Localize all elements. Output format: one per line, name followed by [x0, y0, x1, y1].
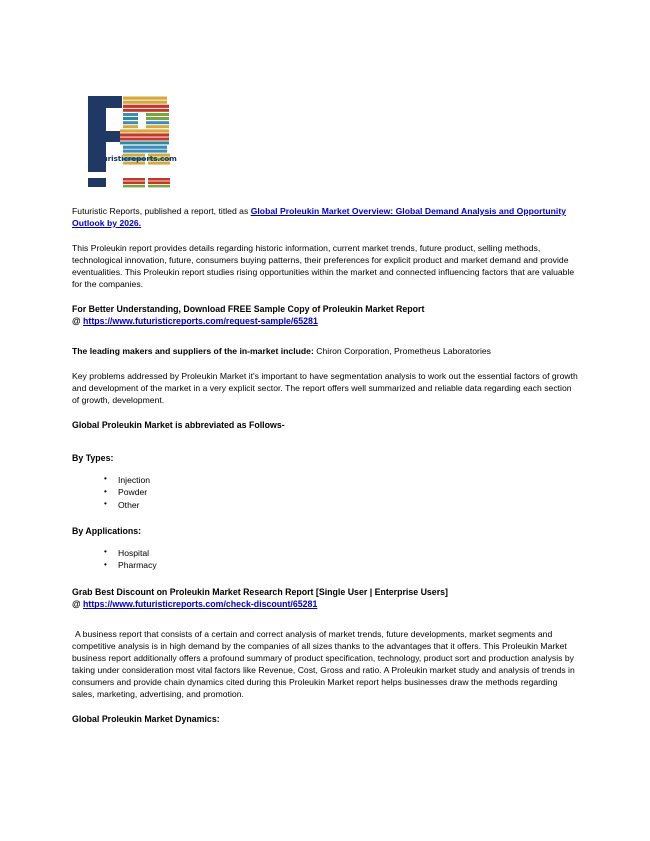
futuristic-reports-logo: [88, 96, 198, 196]
intro-prefix: Futuristic Reports, published a report, titled as: [72, 206, 251, 216]
makers-companies: Chiron Corporation, Prometheus Laboratories: [313, 345, 491, 356]
by-applications-list: [72, 547, 580, 572]
key-problems-paragraph: Key problems addressed by Proleukin Market it's important to have segmentation analysis to work out the essential factors of growth and development of the market in a very explicit sector. The report offers well summarized and reliable data regarding each section of growth, development.: [72, 370, 578, 405]
at-symbol: @: [72, 599, 84, 610]
check-discount-link[interactable]: https://www.futuristicreports.com/check-discount/65281: [83, 599, 318, 610]
list-item: • Powder: [118, 486, 580, 499]
logo-mark-icon: [88, 96, 198, 196]
intro-paragraph: [72, 205, 580, 229]
by-types-list: [72, 474, 580, 512]
at-symbol: @: [72, 316, 84, 327]
report-title-link[interactable]: Global Proleukin Market Overview: Global Demand Analysis and Opportunity Outlook by 2026.: [72, 206, 567, 228]
discount-cta-block: [72, 586, 580, 611]
list-item: • Pharmacy: [118, 559, 580, 572]
sample-cta-block: [72, 303, 580, 328]
dynamics-heading: Global Proleukin Market Dynamics:: [72, 713, 220, 724]
list-item: • Other: [118, 499, 580, 512]
document-content: [72, 205, 580, 738]
logo-wordmark: futuristicreports.com: [91, 154, 177, 163]
list-item: • Hospital: [118, 547, 580, 560]
makers-paragraph: [72, 345, 580, 357]
by-types-heading: By Types:: [72, 453, 114, 464]
segmentation-heading: Global Proleukin Market is abbreviated as Follows-: [72, 419, 285, 430]
request-sample-link[interactable]: https://www.futuristicreports.com/request-sample/65281: [83, 316, 318, 327]
by-applications-heading: By Applications:: [72, 526, 142, 537]
list-item: • Injection: [118, 474, 580, 487]
overview-paragraph: This Proleukin report provides details regarding historic information, current market trends, future product, selling methods, technological innovation, future, consumers buying patterns, their preferences for explicit product and market demand and provide eventualities. This Proleukin report studies rising opportunities within the market and connected influencing factors that are valuable for the companies.: [72, 243, 575, 289]
discount-cta-heading: Grab Best Discount on Proleukin Market Research Report [Single User | Enterprise Users]: [72, 587, 448, 597]
business-report-paragraph: A business report that consists of a certain and correct analysis of market trends, future developments, market segments and competitive analysis is in high demand by the companies of all sizes thanks to the advantages that it offers. This Proleukin Market business report additionally offers a profound summary of product specification, technology, product sort and production analysis by taking under consideration most vital factors like Revenue, Cost, Gross and ratio. A Proleukin market study and analysis of trends in consumers and provide chain dynamics cited during this Proleukin Market report helps businesses draw the methods regarding sales, marketing, advertising, and promotion.: [72, 628, 575, 699]
sample-cta-heading: For Better Understanding, Download FREE Sample Copy of Proleukin Market Report: [72, 304, 425, 314]
makers-label: The leading makers and suppliers of the in-market include:: [72, 345, 314, 356]
